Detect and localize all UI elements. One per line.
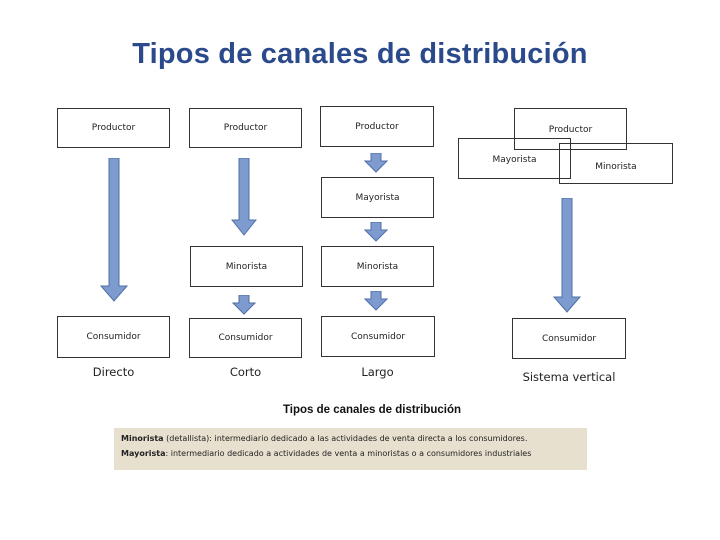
caption-vertical: Sistema vertical xyxy=(522,370,616,384)
largo-minorista-box: Minorista xyxy=(321,246,434,287)
corto-productor-box: Productor xyxy=(189,108,302,148)
definitions-panel xyxy=(114,428,587,470)
vertical-arrow xyxy=(553,198,581,313)
definition-mayorista xyxy=(121,448,580,459)
largo-productor-box: Productor xyxy=(320,106,434,147)
vertical-consumidor-box: Consumidor xyxy=(512,318,626,359)
caption-largo: Largo xyxy=(361,365,394,379)
definition-minorista xyxy=(121,433,580,444)
term-minorista: Minorista xyxy=(121,434,164,443)
text-mayorista: : intermediario dedicado a actividades de venta a minoristas o a consumidores industriales xyxy=(165,449,532,458)
text-minorista: (detallista): intermediario dedicado a las actividades de venta directa a los consumidores. xyxy=(163,434,528,443)
vertical-minorista-label: Minorista xyxy=(595,162,637,172)
largo-arrow-3 xyxy=(364,291,388,311)
largo-consumidor-box: Consumidor xyxy=(321,316,435,357)
vertical-mayorista-box xyxy=(458,138,571,179)
largo-arrow-2 xyxy=(364,222,388,242)
caption-corto: Corto xyxy=(229,365,262,379)
corto-arrow-1 xyxy=(231,158,257,236)
directo-productor-box: Productor xyxy=(57,108,170,148)
directo-arrow xyxy=(100,158,128,302)
vertical-minorista-box xyxy=(559,143,673,184)
largo-mayorista-box: Mayorista xyxy=(321,177,434,218)
largo-arrow-1 xyxy=(364,153,388,173)
corto-consumidor-box: Consumidor xyxy=(189,318,302,358)
corto-arrow-2 xyxy=(232,295,256,315)
caption-directo: Directo xyxy=(92,365,135,379)
page-title: Tipos de canales de distribución xyxy=(132,38,588,70)
vertical-productor-label: Productor xyxy=(548,125,593,135)
diagram-subtitle: Tipos de canales de distribución xyxy=(282,404,462,416)
term-mayorista: Mayorista xyxy=(121,449,166,458)
directo-consumidor-box: Consumidor xyxy=(57,316,170,358)
corto-minorista-box: Minorista xyxy=(190,246,303,287)
vertical-mayorista-label: Mayorista xyxy=(492,155,537,165)
